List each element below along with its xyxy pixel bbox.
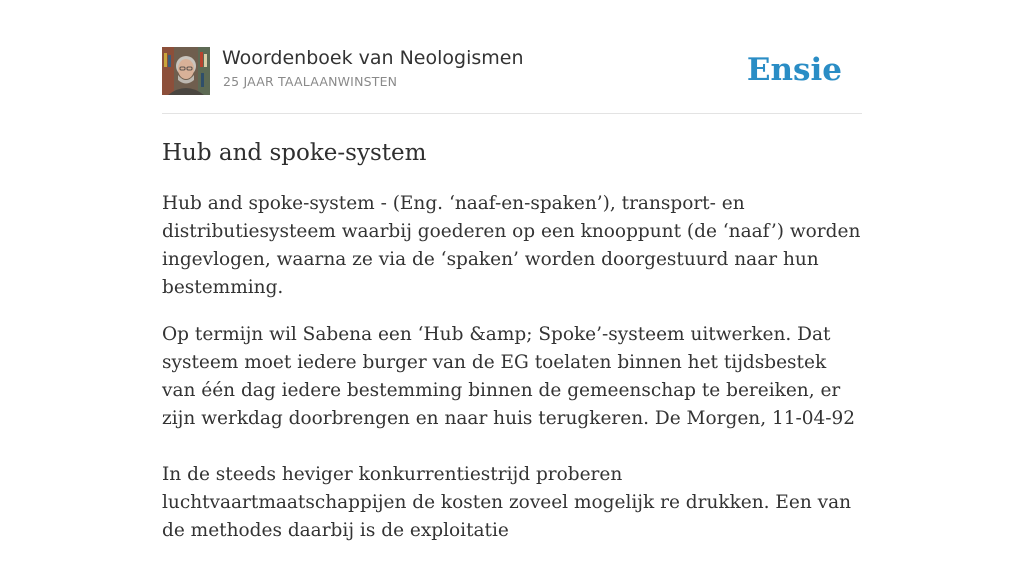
article-content	[162, 190, 862, 564]
page	[162, 0, 862, 541]
site-header	[162, 46, 862, 96]
header-divider	[162, 113, 862, 114]
site-name[interactable]: Woordenboek van Neologismen	[222, 47, 524, 69]
site-subtitle: 25 JAAR TAALAANWINSTEN	[223, 74, 398, 89]
page-title: Hub and spoke-system	[162, 140, 427, 166]
author-portrait-icon[interactable]	[162, 47, 210, 95]
ensie-logo-link[interactable]: Ensie	[746, 52, 842, 88]
definition-paragraph: Hub and spoke-system - (Eng. ‘naaf-en-spaken’), transport- en distributiesysteem waarbij goederen op een knooppunt (de ‘naaf’) worden ingevlogen, waarna ze via de ‘spaken’ worden doorgestuurd naar hun bestemming.	[162, 193, 861, 298]
quote-paragraph: Op termijn wil Sabena een ‘Hub &amp; Spoke’-systeem uitwerken. Dat systeem moet iedere burger van de EG toelaten binnen het tijdsbestek van één dag iedere bestemming binnen de gemeenschap te bereiken, er zijn werkdag doorbrengen en naar huis terugkeren. De Morgen, 11-04-92 In de steeds heviger konkurrentiestrijd proberen luchtvaartmaatschappijen de kosten zoveel mogelijk re drukken. Een van de methodes daarbij is de exploitatie	[162, 324, 856, 541]
